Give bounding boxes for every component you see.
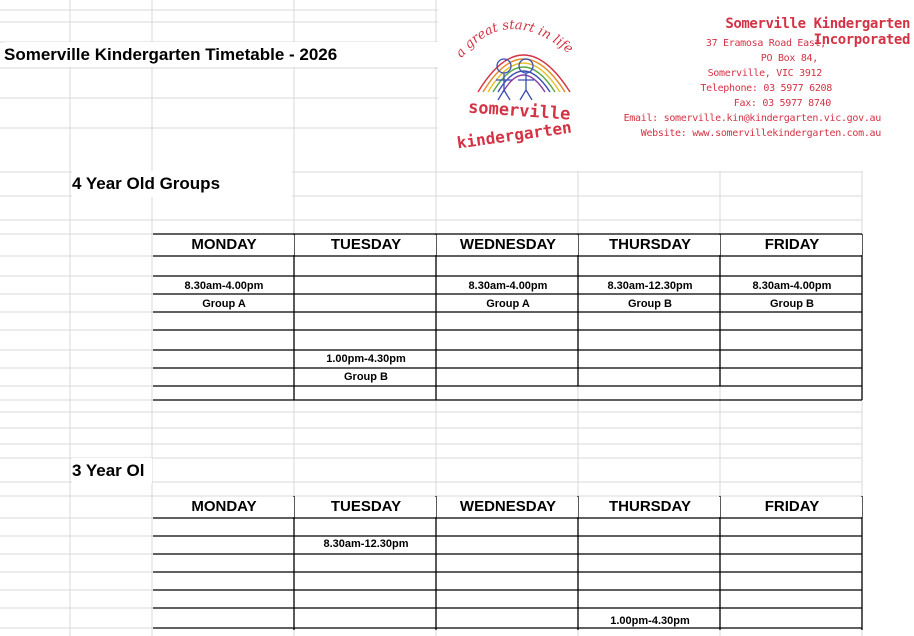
wednesday-session-time: 8.30am-4.00pm [468, 280, 548, 292]
four-year-day-wednesday: WEDNESDAY [438, 235, 578, 255]
website: Website: www.somervillekindergarten.com.au [640, 128, 881, 139]
monday-session-group: Group A [202, 298, 246, 310]
friday-session-time: 8.30am-4.00pm [752, 280, 832, 292]
three-year-day-tuesday: TUESDAY [296, 497, 436, 517]
thursday-session-group: Group B [628, 298, 672, 310]
three-year-day-friday: FRIDAY [722, 497, 862, 517]
friday-session-group: Group B [770, 298, 814, 310]
telephone: Telephone: 03 5977 6208 [700, 83, 832, 94]
wednesday-session-group: Group A [486, 298, 530, 310]
tuesday-session-group: Group B [344, 371, 388, 383]
logo-wordmark-somerville: somerville [467, 97, 571, 125]
four-year-day-friday: FRIDAY [722, 235, 862, 255]
thursday-session-time: 8.30am-12.30pm [607, 280, 693, 292]
organisation-name: Somerville Kindergarten Incorporated [725, 16, 910, 48]
logo-tagline: a great start in life [453, 17, 576, 61]
three-year-tuesday-session-time: 8.30am-12.30pm [323, 538, 409, 550]
address-line-2: PO Box 84, [760, 53, 818, 64]
three-year-thursday-session-time: 1.00pm-4.30pm [610, 615, 690, 627]
tuesday-session-time: 1.00pm-4.30pm [326, 353, 406, 365]
four-year-day-thursday: THURSDAY [580, 235, 720, 255]
three-year-day-wednesday: WEDNESDAY [438, 497, 578, 517]
three-year-day-thursday: THURSDAY [580, 497, 720, 517]
four-year-heading: 4 Year Old Groups [72, 171, 292, 197]
logo-wordmark-kindergarten: kindergarten [455, 117, 573, 153]
page-title: Somerville Kindergarten Timetable - 2026 [4, 42, 440, 67]
address-line-3: Somerville, VIC 3912 [707, 68, 822, 79]
fax: Fax: 03 5977 8740 [733, 98, 831, 109]
four-year-day-tuesday: TUESDAY [296, 235, 436, 255]
email: Email: somerville.kin@kindergarten.vic.gov.au [623, 113, 881, 124]
monday-session-time: 8.30am-4.00pm [184, 280, 264, 292]
three-year-heading: 3 Year Ol [72, 458, 152, 484]
address-line-1: 37 Eramosa Road East, [705, 38, 826, 49]
three-year-day-monday: MONDAY [154, 497, 294, 517]
four-year-day-monday: MONDAY [154, 235, 294, 255]
